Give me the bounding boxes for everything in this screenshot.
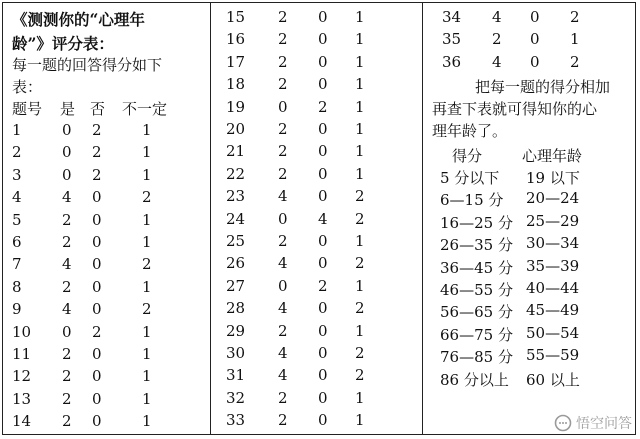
table-cell: 24	[226, 209, 246, 228]
table-cell: 36	[442, 52, 462, 71]
table-cell: 2	[278, 411, 288, 430]
table-cell: 2	[278, 142, 288, 161]
table-cell: 8	[12, 277, 22, 296]
age-table-cell: 60 以上	[526, 370, 580, 389]
table-cell: 0	[92, 367, 102, 386]
table-cell: 0	[318, 388, 328, 407]
instruction-line-1: 把每一题的得分相加	[475, 78, 611, 96]
table-cell: 5	[12, 210, 22, 229]
header-not-sure: 不一定	[122, 100, 168, 118]
table-cell: 2	[355, 254, 365, 273]
table-cell: 1	[355, 411, 365, 430]
table-cell: 25	[226, 232, 246, 250]
table-cell: 2	[355, 209, 365, 228]
age-table-cell: 25—29	[526, 211, 580, 230]
table-cell: 0	[62, 322, 72, 341]
age-table-cell: 36—45 分	[440, 258, 513, 277]
table-cell: 1	[142, 389, 152, 408]
table-cell: 0	[530, 52, 540, 71]
table-cell: 2	[278, 232, 288, 250]
age-table-cell: 26—35 分	[440, 236, 513, 255]
table-cell: 1	[355, 142, 365, 161]
table-cell: 1	[142, 143, 152, 162]
table-cell: 17	[226, 52, 246, 71]
table-cell: 0	[318, 411, 328, 430]
table-cell: 0	[62, 121, 72, 139]
table-cell: 1	[355, 321, 365, 340]
age-table-cell: 40—44	[526, 279, 580, 297]
table-cell: 0	[318, 30, 328, 49]
table-cell: 2	[92, 121, 102, 139]
table-cell: 2	[278, 388, 288, 407]
age-table-cell: 66—75 分	[440, 325, 513, 344]
watermark-text: 悟空问答	[576, 416, 632, 432]
table-cell: 4	[12, 188, 22, 207]
table-cell: 1	[142, 165, 152, 184]
table-cell: 1	[355, 276, 365, 295]
watermark	[554, 413, 632, 433]
table-cell: 2	[142, 300, 152, 319]
table-cell: 1	[355, 120, 365, 138]
table-cell: 4	[62, 188, 72, 207]
table-cell: 1	[355, 232, 365, 250]
table-cell: 15	[226, 8, 246, 26]
header-yes: 是	[60, 100, 76, 118]
table-cell: 0	[92, 188, 102, 207]
table-cell: 20	[226, 120, 246, 138]
age-table-cell: 76—85 分	[440, 348, 513, 367]
table-cell: 32	[226, 388, 246, 407]
table-cell: 2	[278, 30, 288, 49]
table-cell: 1	[355, 164, 365, 183]
age-table-cell: 86 分以上	[440, 370, 509, 389]
age-table-cell: 35—39	[526, 256, 580, 275]
table-cell: 0	[92, 233, 102, 251]
table-cell: 1	[142, 233, 152, 251]
table-cell: 31	[226, 366, 246, 385]
table-cell: 19	[226, 97, 246, 116]
table-cell: 30	[226, 344, 246, 362]
age-table-cell: 16—25 分	[440, 213, 513, 232]
table-cell: 9	[12, 300, 22, 319]
chat-bubble-icon	[554, 414, 572, 432]
table-cell: 2	[278, 52, 288, 71]
table-cell: 29	[226, 321, 246, 340]
table-cell: 2	[62, 233, 72, 251]
table-cell: 0	[318, 8, 328, 26]
table-cell: 2	[92, 322, 102, 341]
table-cell: 2	[278, 321, 288, 340]
instruction-line-3: 理年龄了。	[432, 122, 508, 140]
age-table-cell: 50—54	[526, 323, 580, 342]
table-cell: 1	[355, 52, 365, 71]
table-cell: 0	[318, 344, 328, 362]
table-cell: 2	[62, 277, 72, 296]
table-cell: 23	[226, 187, 246, 206]
table-cell: 0	[318, 232, 328, 250]
table-cell: 2	[278, 120, 288, 138]
table-cell: 4	[492, 8, 502, 26]
table-cell: 34	[442, 8, 462, 26]
table-cell: 14	[12, 412, 32, 431]
table-cell: 0	[92, 412, 102, 431]
table-cell: 0	[92, 345, 102, 363]
age-table-cell: 46—55 分	[440, 281, 513, 299]
table-cell: 27	[226, 276, 246, 295]
description-line-2: 表：	[12, 78, 43, 96]
table-cell: 4	[278, 254, 288, 273]
age-table-cell: 20—24	[526, 189, 580, 208]
table-cell: 1	[142, 367, 152, 386]
table-cell: 2	[92, 143, 102, 162]
table-cell: 2	[318, 276, 328, 295]
table-cell: 1	[142, 121, 152, 139]
table-cell: 7	[12, 255, 22, 274]
table-cell: 1	[355, 75, 365, 94]
table-cell: 35	[442, 30, 462, 49]
age-table-cell: 19 以下	[526, 169, 580, 187]
table-cell: 0	[318, 321, 328, 340]
table-cell: 6	[12, 233, 22, 251]
table-cell: 2	[570, 52, 580, 71]
table-cell: 2	[278, 164, 288, 183]
table-cell: 2	[12, 143, 22, 162]
table-cell: 2	[62, 389, 72, 408]
table-cell: 0	[278, 97, 288, 116]
age-table-cell: 55—59	[526, 346, 580, 365]
age-table-cell: 45—49	[526, 301, 580, 320]
table-cell: 4	[278, 299, 288, 318]
age-header-score: 得分	[452, 147, 483, 165]
table-cell: 1	[142, 210, 152, 229]
table-cell: 0	[530, 8, 540, 26]
table-cell: 2	[278, 75, 288, 94]
table-cell: 0	[278, 276, 288, 295]
description-line-1: 每一题的回答得分如下	[12, 56, 163, 74]
table-cell: 1	[12, 121, 22, 139]
table-cell: 0	[92, 277, 102, 296]
table-cell: 4	[278, 344, 288, 362]
table-cell: 1	[142, 412, 152, 431]
table-cell: 1	[142, 345, 152, 363]
title-line-1: 《测测你的“心理年	[12, 10, 145, 29]
table-cell: 1	[355, 388, 365, 407]
table-cell: 0	[92, 300, 102, 319]
table-cell: 2	[62, 367, 72, 386]
table-cell: 0	[62, 165, 72, 184]
table-cell: 4	[278, 187, 288, 206]
table-cell: 2	[570, 8, 580, 26]
table-cell: 21	[226, 142, 246, 161]
age-table-cell: 5 分以下	[440, 169, 500, 187]
table-cell: 0	[318, 254, 328, 273]
header-question-no: 题号	[12, 100, 43, 118]
age-table-cell: 6—15 分	[440, 191, 504, 210]
table-cell: 0	[278, 209, 288, 228]
table-cell: 2	[62, 412, 72, 431]
table-cell: 2	[492, 30, 502, 49]
table-cell: 0	[92, 210, 102, 229]
table-cell: 0	[318, 75, 328, 94]
table-cell: 3	[12, 165, 22, 184]
table-cell: 0	[318, 164, 328, 183]
table-cell: 2	[355, 366, 365, 385]
table-cell: 0	[318, 366, 328, 385]
table-cell: 22	[226, 164, 246, 183]
table-cell: 4	[318, 209, 328, 228]
table-cell: 0	[318, 299, 328, 318]
table-cell: 1	[355, 8, 365, 26]
table-cell: 2	[355, 299, 365, 318]
table-cell: 4	[62, 300, 72, 319]
table-cell: 1	[570, 30, 580, 49]
table-cell: 2	[92, 165, 102, 184]
table-cell: 2	[62, 345, 72, 363]
table-cell: 4	[278, 366, 288, 385]
table-cell: 2	[318, 97, 328, 116]
table-cell: 0	[318, 52, 328, 71]
table-cell: 2	[142, 255, 152, 274]
table-cell: 18	[226, 75, 246, 94]
table-cell: 0	[318, 187, 328, 206]
table-cell: 16	[226, 30, 246, 49]
table-cell: 1	[355, 30, 365, 49]
table-cell: 1	[142, 277, 152, 296]
table-cell: 0	[318, 142, 328, 161]
column-divider-2	[422, 2, 423, 435]
table-cell: 2	[62, 210, 72, 229]
header-no: 否	[90, 100, 106, 118]
table-cell: 13	[12, 389, 32, 408]
table-cell: 4	[62, 255, 72, 274]
table-cell: 4	[492, 52, 502, 71]
table-cell: 0	[530, 30, 540, 49]
table-cell: 10	[12, 322, 32, 341]
table-cell: 33	[226, 411, 246, 430]
age-table-cell: 30—34	[526, 234, 580, 253]
table-cell: 28	[226, 299, 246, 318]
table-cell: 2	[355, 187, 365, 206]
instruction-line-2: 再查下表就可得知你的心	[432, 100, 598, 118]
age-table-cell: 56—65 分	[440, 303, 513, 322]
table-cell: 11	[12, 345, 32, 363]
column-divider-1	[210, 2, 211, 435]
table-cell: 2	[355, 344, 365, 362]
table-cell: 1	[355, 97, 365, 116]
title-line-2: 龄”》评分表：	[12, 34, 114, 53]
table-cell: 0	[92, 255, 102, 274]
table-cell: 1	[142, 322, 152, 341]
table-cell: 26	[226, 254, 246, 273]
table-cell: 0	[318, 120, 328, 138]
table-cell: 2	[278, 8, 288, 26]
table-cell: 2	[142, 188, 152, 207]
age-header-psych-age: 心理年龄	[522, 147, 583, 165]
table-cell: 0	[92, 389, 102, 408]
table-cell: 12	[12, 367, 32, 386]
table-cell: 0	[62, 143, 72, 162]
